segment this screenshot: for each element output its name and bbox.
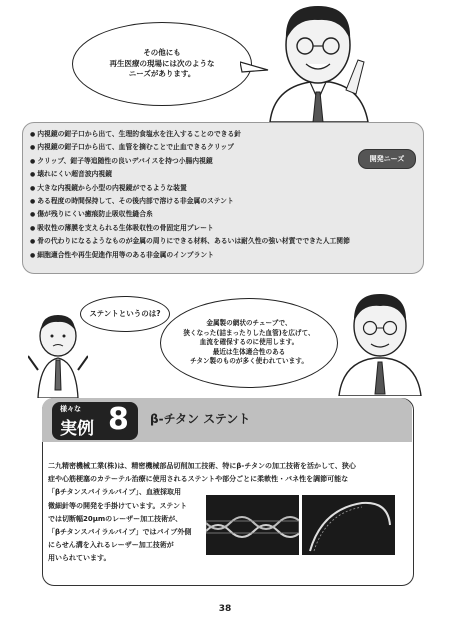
right-speech-bubble	[160, 298, 338, 388]
list-item: ● クリップ、鉗子等追随性の良いデバイスを持つ小腸内視鏡	[30, 155, 350, 168]
list-item: ● 傷が残りにくい癒痕防止吸収性縫合糸	[30, 208, 350, 221]
bubble-line: チタン製のものが多く使われています。	[190, 357, 308, 366]
body-line: 二九精密機械工業(株)は、精密機械部品切削加工技術、特にβ-チタンの加工技術を活かして、狭心	[48, 462, 356, 470]
list-item: ● 大きな内視鏡から小型の内視鏡がでるような装置	[30, 182, 350, 195]
body-line: にらせん溝を入れるレーザー加工技術が	[48, 541, 174, 550]
doctor-illustration-top	[260, 0, 375, 122]
list-item: ● ある程度の時間保持して、その後内部で溶ける非金属のステント	[30, 195, 350, 208]
bubble-line: その他にも	[143, 47, 181, 57]
needs-badge: 開発ニーズ	[358, 149, 416, 169]
case-title: β-チタン ステント	[150, 412, 251, 426]
stent-photo	[206, 495, 299, 555]
page-number: 38	[218, 604, 232, 614]
body-line: 微細針等の開発を手掛けています。ステント	[48, 501, 187, 510]
body-line: 症や心筋梗塞のカテーテル治療に使用されるステントや部分ごとに柔軟性・バネ性を調節可能な	[48, 475, 349, 484]
body-line: 「βチタンスパイラルパイプ」、血液採取用	[48, 488, 182, 497]
list-item: ● 壊れにくい超音波内視鏡	[30, 168, 350, 181]
bubble-line: 狭くなった(詰まったりした血管)を広げて、	[183, 328, 315, 337]
list-item: ● 内視鏡の鉗子口から出て、血管を摘むことで止血できるクリップ	[30, 141, 350, 154]
bubble-line: 最近は生体適合性のある	[212, 347, 286, 356]
spiral-pipe-photo	[302, 495, 395, 555]
needs-list	[30, 128, 350, 262]
left-speech-bubble	[80, 296, 170, 332]
bubble-line: 血流を確保するのに使用します。	[199, 338, 299, 347]
man-illustration-left	[28, 312, 88, 398]
body-line: では切断幅20μmのレーザー加工技術が、	[48, 514, 183, 523]
bubble-text: ステントというのは?	[89, 308, 161, 318]
body-line: 「βチタンスパイラルパイプ」ではパイプ外側	[48, 528, 192, 537]
case-tag-big-label: 実例	[60, 419, 94, 439]
list-item: ● 細胞適合性や再生促進作用等のある非金属のインプラント	[30, 249, 350, 262]
top-speech-bubble	[72, 22, 252, 106]
list-item: ● 骨の代わりになるようなものが金属の周りにできる材料、あるいは耐久性の強い材質でできた人工関節	[30, 235, 350, 248]
bubble-line: ニーズがあります。	[128, 69, 196, 79]
bubble-line: 金属製の網状のチューブで、	[206, 319, 292, 328]
case-number: 8	[108, 402, 129, 437]
body-line: 用いられています。	[48, 554, 111, 563]
case-tag	[52, 402, 138, 440]
case-tag-small-label: 様々な	[60, 405, 81, 413]
doctor-illustration-right	[335, 288, 425, 396]
list-item: ● 内視鏡の鉗子口から出て、生理的食塩水を注入することのできる針	[30, 128, 350, 141]
list-item: ● 吸収性の薄膜を支えられる生体吸収性の骨固定用プレート	[30, 222, 350, 235]
bubble-line: 再生医療の現場には次のような	[109, 58, 215, 68]
